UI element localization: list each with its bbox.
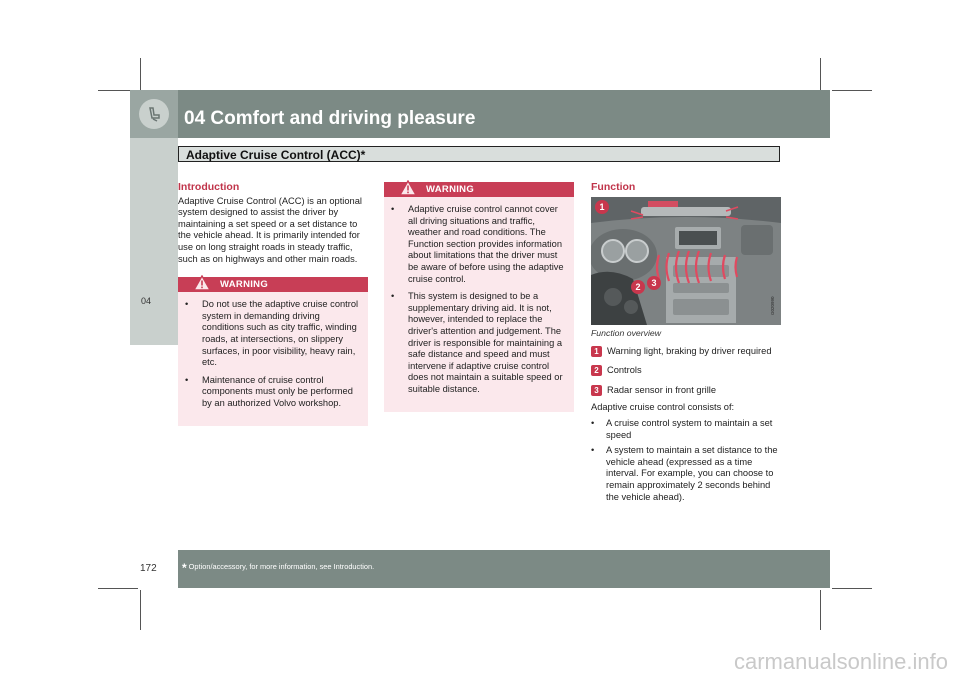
warning-column <box>384 182 574 412</box>
watermark: carmanualsonline.info <box>733 649 948 674</box>
footnote-star: * <box>182 561 187 575</box>
warning-item: • Maintenance of cruise control components must only be performed by an authorized Volvo workshop. <box>202 375 360 410</box>
introduction-body: Adaptive Cruise Control (ACC) is an optional system designed to assist the driver by maintaining a set speed or a set distance to the vehicle ahead. It is primarily intended for use on long straight roads in steady traffic, such as on highways and other main roads. <box>178 195 362 264</box>
chapter-side-tab <box>130 138 178 345</box>
introduction-heading: Introduction <box>178 181 240 193</box>
warning-box <box>178 277 368 425</box>
numbered-item-text: Radar sensor in front grille <box>607 384 717 395</box>
page-number: 172 <box>140 563 157 574</box>
warning-box <box>384 182 574 412</box>
warning-label: WARNING <box>220 279 269 291</box>
warning-list <box>384 197 574 396</box>
chapter-number: 04 <box>141 296 152 306</box>
warning-header <box>178 277 368 292</box>
crop-mark <box>98 588 138 589</box>
numbered-item-text: Warning light, braking by driver required <box>607 345 772 356</box>
function-overview-figure <box>591 197 781 325</box>
warning-list <box>178 292 368 409</box>
function-column <box>591 328 783 507</box>
number-badge: 3 <box>591 385 602 396</box>
figure-code: G020990 <box>770 296 775 315</box>
footnote <box>182 561 374 575</box>
warning-item: • This system is designed to be a supplementary driving aid. It is not, however, intended to replace the driver's attention and judgement. The driver is responsible for maintaining a safe distance and speed and must intervene if adaptive cruise control does not maintain a suitable speed or suitable distance. <box>408 291 566 395</box>
function-heading: Function <box>591 181 636 193</box>
warning-label: WARNING <box>426 184 475 195</box>
chapter-title: 04 Comfort and driving pleasure <box>184 108 476 129</box>
seat-comfort-icon <box>139 99 169 129</box>
numbered-item <box>591 346 783 358</box>
crop-mark <box>832 90 872 91</box>
function-bullet-list <box>591 418 783 503</box>
number-badge: 1 <box>591 346 602 357</box>
consists-of-text: Adaptive cruise control consists of: <box>591 402 735 413</box>
numbered-item <box>591 385 783 397</box>
figure-caption: Function overview <box>591 328 662 338</box>
number-badge: 2 <box>591 365 602 376</box>
function-bullet: • A cruise control system to maintain a set speed <box>606 418 783 441</box>
numbered-item-text: Controls <box>607 365 642 376</box>
function-heading-wrap <box>591 182 781 196</box>
crop-mark <box>140 590 141 630</box>
warning-header <box>384 182 574 197</box>
footnote-text: Option/accessory, for more information, see Introduction. <box>188 562 375 571</box>
section-title: Adaptive Cruise Control (ACC)* <box>186 148 366 162</box>
warning-item: • Do not use the adaptive cruise control system in demanding driving conditions such as city traffic, winding roads, at intersections, on slippery surfaces, in poor visibility, heavy rain, etc. <box>202 299 360 369</box>
callout-2-label: 2 <box>635 282 641 292</box>
dashboard-illustration <box>591 197 781 325</box>
warning-triangle-icon <box>399 180 417 196</box>
function-bullet: • A system to maintain a set distance to the vehicle ahead (expressed as a time interval. For example, you can choose to remain approximately 2 seconds behind the vehicle ahead). <box>606 445 783 503</box>
callout-1-label: 1 <box>599 202 605 212</box>
warning-triangle-icon <box>193 275 211 291</box>
warning-item: • Adaptive cruise control cannot cover all driving situations and traffic, weather and road conditions. The Function section provides information about limitations that the driver must be aware of before using the adaptive cruise control. <box>408 204 566 285</box>
crop-mark <box>820 590 821 630</box>
introduction-column <box>178 182 368 426</box>
crop-mark <box>832 588 872 589</box>
callout-3-label: 3 <box>651 278 657 288</box>
numbered-item <box>591 365 783 377</box>
